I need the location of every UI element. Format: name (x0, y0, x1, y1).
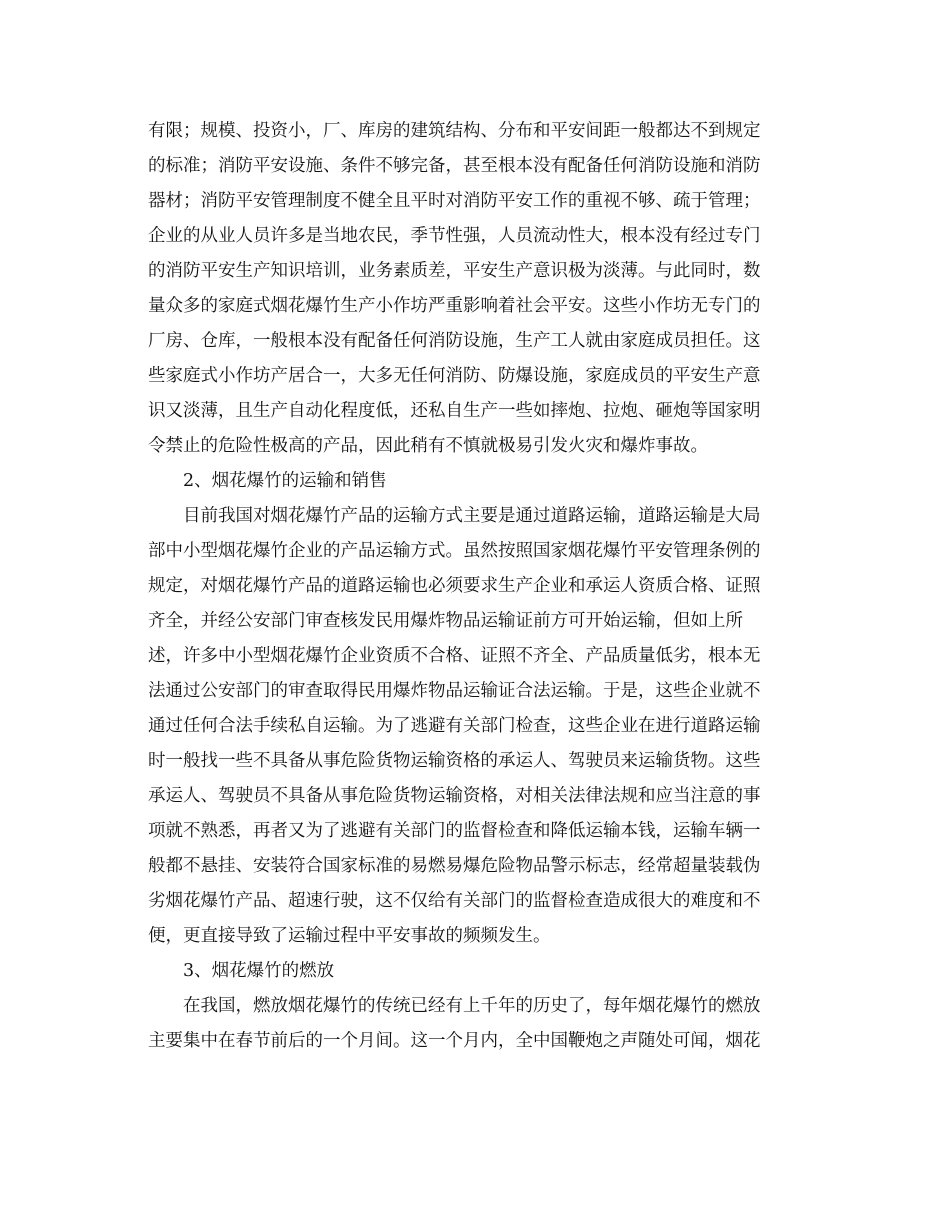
paragraph-line: 量众多的家庭式烟花爆竹生产小作坊严重影响着社会平安。这些小作坊无专门的 (148, 296, 761, 316)
paragraph-line: 部中小型烟花爆竹企业的产品运输方式。虽然按照国家烟花爆竹平安管理条例的 (148, 541, 761, 561)
paragraph-line: 在我国，燃放烟花爆竹的传统已经有上千年的历史了，每年烟花爆竹的燃放 (183, 996, 761, 1016)
paragraph-line: 时一般找一些不具备从事危险货物运输资格的承运人、驾驶员来运输货物。这些 (148, 751, 761, 771)
paragraph-line: 法通过公安部门的审查取得民用爆炸物品运输证合法运输。于是，这些企业就不 (148, 681, 761, 701)
paragraph-line: 的标准；消防平安设施、条件不够完备，甚至根本没有配备任何消防设施和消防 (148, 156, 761, 176)
paragraph-line: 承运人、驾驶员不具备从事危险货物运输资格，对相关法律法规和应当注意的事 (148, 786, 761, 806)
paragraph-line: 识又淡薄，且生产自动化程度低，还私自生产一些如摔炮、拉炮、砸炮等国家明 (148, 401, 761, 421)
paragraph-line: 的消防平安生产知识培训，业务素质差，平安生产意识极为淡薄。与此同时，数 (148, 261, 761, 281)
paragraph-line: 主要集中在春节前后的一个月间。这一个月内，全中国鞭炮之声随处可闻，烟花 (148, 1031, 761, 1051)
paragraph-line: 便，更直接导致了运输过程中平安事故的频频发生。 (148, 926, 551, 946)
paragraph-line: 项就不熟悉，再者又为了逃避有关部门的监督检查和降低运输本钱，运输车辆一 (148, 821, 761, 841)
paragraph-line: 厂房、仓库，一般根本没有配备任何消防设施，生产工人就由家庭成员担任。这 (148, 331, 761, 351)
section-heading: 2、烟花爆竹的运输和销售 (183, 471, 387, 491)
paragraph-line: 器材；消防平安管理制度不健全且平时对消防平安工作的重视不够、疏于管理； (148, 191, 761, 211)
paragraph-line: 通过任何合法手续私自运输。为了逃避有关部门检查，这些企业在进行道路运输 (148, 716, 761, 736)
section-heading: 3、烟花爆竹的燃放 (183, 961, 335, 981)
paragraph-line: 般都不悬挂、安装符合国家标准的易燃易爆危险物品警示标志，经常超量装载伪 (148, 856, 761, 876)
paragraph-line: 劣烟花爆竹产品、超速行驶，这不仅给有关部门的监督检查造成很大的难度和不 (148, 891, 761, 911)
paragraph-line: 齐全，并经公安部门审查核发民用爆炸物品运输证前方可开始运输，但如上所 (148, 611, 743, 631)
paragraph-line: 目前我国对烟花爆竹产品的运输方式主要是通过道路运输，道路运输是大局 (183, 506, 761, 526)
paragraph-line: 述，许多中小型烟花爆竹企业资质不合格、证照不齐全、产品质量低劣，根本无 (148, 646, 761, 666)
paragraph-line: 有限；规模、投资小，厂、库房的建筑结构、分布和平安间距一般都达不到规定 (148, 121, 761, 141)
paragraph-line: 令禁止的危险性极高的产品，因此稍有不慎就极易引发火灾和爆炸事故。 (148, 436, 708, 456)
paragraph-line: 规定，对烟花爆竹产品的道路运输也必须要求生产企业和承运人资质合格、证照 (148, 576, 761, 596)
paragraph-line: 企业的从业人员许多是当地农民，季节性强，人员流动性大，根本没有经过专门 (148, 226, 761, 246)
paragraph-line: 些家庭式小作坊产居合一，大多无任何消防、防爆设施，家庭成员的平安生产意 (148, 366, 761, 386)
